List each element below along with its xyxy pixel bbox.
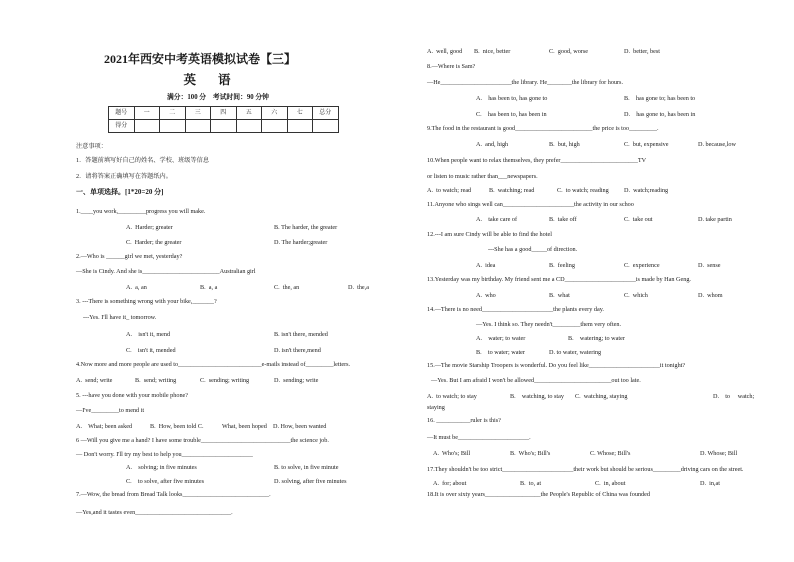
- question-text: —Yes. I think so. They needn't_________them very often.: [476, 321, 622, 328]
- question-text: 13.Yesterday was my birthday. My friend sent me a CD_______________________is made by Han Geng.: [427, 276, 691, 283]
- question-text: 5. ---have you done with your mobile phone?: [76, 392, 189, 399]
- option: B. what: [549, 292, 570, 299]
- table-cell: 五: [236, 107, 262, 120]
- option: B. to, at: [520, 480, 542, 487]
- option: D. How, been wanted: [273, 423, 327, 430]
- question-text: 16. ___________ruler is this?: [427, 417, 501, 424]
- option: A. to watch; to stay: [427, 393, 477, 400]
- option: A. Who's; Bill: [433, 450, 471, 457]
- score-info: 满分：100 分 考试时间：90 分钟: [167, 94, 269, 101]
- option: A. Harder; greater: [126, 224, 173, 231]
- option: D. better, best: [624, 48, 661, 55]
- option: A. has been to, has gone to: [476, 95, 548, 102]
- question-text: ---Yes. I'll have it_ tomorrow.: [83, 314, 157, 321]
- table-cell: 题号: [109, 107, 135, 120]
- option: B. feeling: [549, 262, 575, 269]
- option: D. isn't there,mend: [274, 347, 321, 354]
- question-text: —Yes. But I am afraid I won't be allowed_________________________out too late.: [431, 377, 641, 384]
- table-cell: [160, 120, 186, 133]
- question-text: 1.____you work,_________progress you will make.: [76, 208, 206, 215]
- option: C. the, an: [274, 284, 300, 291]
- option: C. in, about: [595, 480, 626, 487]
- option: B. How, been told C.: [150, 423, 204, 430]
- option: C. has been to, has been in: [476, 111, 547, 118]
- option: D. to watch;: [713, 393, 755, 400]
- score-table-score-row: [109, 120, 339, 133]
- option: B. isn't there, mended: [274, 331, 328, 338]
- option: A. send; write: [76, 377, 113, 384]
- table-cell: [313, 120, 339, 133]
- question-text: 4.Now more and more people are used to___________________________e-mails instead of_________letters.: [76, 361, 351, 368]
- table-cell: [185, 120, 211, 133]
- option: B. watching, to stay: [510, 393, 564, 400]
- option: C. experience: [624, 262, 660, 269]
- notes-heading: 注意事项：: [76, 143, 107, 150]
- table-cell: 总分: [313, 107, 339, 120]
- table-cell: 四: [211, 107, 237, 120]
- note-line: 2．请将答案正确填写在答题纸内。: [76, 173, 172, 180]
- option: B. watering; to water: [568, 335, 625, 342]
- question-text: —Yes,and it tastes even_______________________________.: [76, 509, 233, 516]
- option: What, been hoped: [222, 423, 267, 430]
- table-cell: 二: [160, 107, 186, 120]
- question-text: 6 —Will you give me a hand? I have some trouble_____________________________the science job.: [76, 437, 329, 444]
- question-text: 8.—Where is Sam?: [427, 63, 476, 70]
- table-cell: 三: [185, 107, 211, 120]
- option: B. take off: [549, 216, 577, 223]
- option: B. nice, better: [474, 48, 511, 55]
- option: B. send; writing: [135, 377, 177, 384]
- option: A. What; been asked: [76, 423, 133, 430]
- question-text: —He_______________________the library. He________the library for hours.: [427, 79, 624, 86]
- table-cell: [262, 120, 288, 133]
- table-cell: 得分: [109, 120, 135, 133]
- option: D. solving, after five minutes: [274, 478, 347, 485]
- score-table: [108, 106, 339, 133]
- option: A. water; to water: [476, 335, 526, 342]
- option: C. but, expensive: [624, 141, 669, 148]
- option: A. for; about: [433, 480, 467, 487]
- option: A. well, good: [427, 48, 463, 55]
- table-cell: [287, 120, 313, 133]
- question-text: 18.It is over sixty years__________________the People's Republic of China was founded: [427, 491, 650, 498]
- section-heading: 一、单项选择。[1*20=20 分]: [76, 188, 164, 196]
- option: B. to water; water: [476, 349, 525, 356]
- option: D. to water, watering: [549, 349, 602, 356]
- option: D. The harder;greater: [274, 239, 328, 246]
- question-text: —She is Cindy. And she is_________________________Australian girl: [76, 268, 256, 275]
- question-text: 10.When people want to relax themselves, they prefer_________________________TV: [427, 157, 647, 164]
- question-text: — Don't worry. I'll try my best to help you_______________________: [76, 451, 253, 458]
- option: C. take out: [624, 216, 653, 223]
- table-cell: [236, 120, 262, 133]
- option: A. who: [476, 292, 496, 299]
- option: C. good, worse: [549, 48, 589, 55]
- option: A. solving; in five minutes: [126, 464, 197, 471]
- question-text: 15.—The movie Starship Troopers is wonderful. Do you feel like_______________________it tonight?: [427, 362, 686, 369]
- option: C. sending; writing: [200, 377, 250, 384]
- option: A. a, an: [126, 284, 147, 291]
- table-cell: [134, 120, 160, 133]
- option: C. to watch; reading: [557, 187, 609, 194]
- exam-title: 2021年西安中考英语模拟试卷【三】: [103, 52, 296, 66]
- option: D. Whose; Bill: [700, 450, 738, 457]
- option: D. the,a: [348, 284, 369, 291]
- question-text: ---She has a good_____of direction.: [488, 246, 578, 253]
- question-text: —It must be_______________________.: [427, 434, 531, 441]
- option: C. to solve, after five minutes: [126, 478, 205, 485]
- option: A. take care of: [476, 216, 518, 223]
- option: A. idea: [476, 262, 496, 269]
- option: D. because,low: [698, 141, 736, 148]
- option: A. isn't it, mend: [126, 331, 171, 338]
- score-table-header-row: [109, 107, 339, 120]
- option: B. The harder, the greater: [274, 224, 338, 231]
- option: C. Harder; the greater: [126, 239, 182, 246]
- question-text: 12.---I am sure Cindy will be able to find the hotel: [427, 231, 552, 238]
- question-text: 2.—Who is ______girl we met, yesterday?: [76, 253, 183, 260]
- question-text: 3. ---There is something wrong with your bike,_______?: [76, 298, 217, 305]
- option: B. watching; read: [489, 187, 535, 194]
- subject-title: 英语: [183, 73, 253, 87]
- option: D. whom: [698, 292, 723, 299]
- option: C. isn't it, mended: [126, 347, 176, 354]
- question-text: —I've_________to mend it: [76, 407, 145, 414]
- option: B. has gone to; has been to: [624, 95, 696, 102]
- option: A. to watch; read: [427, 187, 472, 194]
- note-line: 1．答题前填写好自己的姓名、学校、班级等信息: [76, 157, 210, 164]
- table-cell: [211, 120, 237, 133]
- option: B. but, high: [549, 141, 580, 148]
- option: staying: [427, 404, 445, 411]
- option: C. watching, staying: [575, 393, 628, 400]
- option: D. in,at: [700, 480, 720, 487]
- option: D. take partin: [698, 216, 732, 223]
- option: D. has gone to, has been in: [624, 111, 696, 118]
- option: D. sense: [698, 262, 721, 269]
- question-text: 11.Anyone who sings well can_______________________the activity in our schoo: [427, 201, 634, 208]
- question-text: 17.They shouldn't be too strict_______________________their work but should be serious_________driving cars on the street.: [427, 466, 744, 473]
- question-text: 7.—Wow, the bread from Bread Talk looks____________________________.: [76, 491, 271, 498]
- option: A. and, high: [476, 141, 509, 148]
- option: B. Who's; Bill's: [510, 450, 551, 457]
- option: D. watch;reading: [624, 187, 669, 194]
- question-text: 14.—There is no need_______________________the plants every day.: [427, 306, 604, 313]
- option: C. which: [624, 292, 648, 299]
- table-cell: 一: [134, 107, 160, 120]
- table-cell: 七: [287, 107, 313, 120]
- option: D. sending; write: [274, 377, 319, 384]
- option: B. a, a: [200, 284, 218, 291]
- question-text: or listen to music rather than___newspapers.: [427, 173, 538, 180]
- option: B. to solve, in five minute: [274, 464, 339, 471]
- question-text: 9.The food in the restaurant is good_________________________the price is too_________.: [427, 125, 659, 132]
- table-cell: 六: [262, 107, 288, 120]
- option: C. Whose; Bill's: [590, 450, 631, 457]
